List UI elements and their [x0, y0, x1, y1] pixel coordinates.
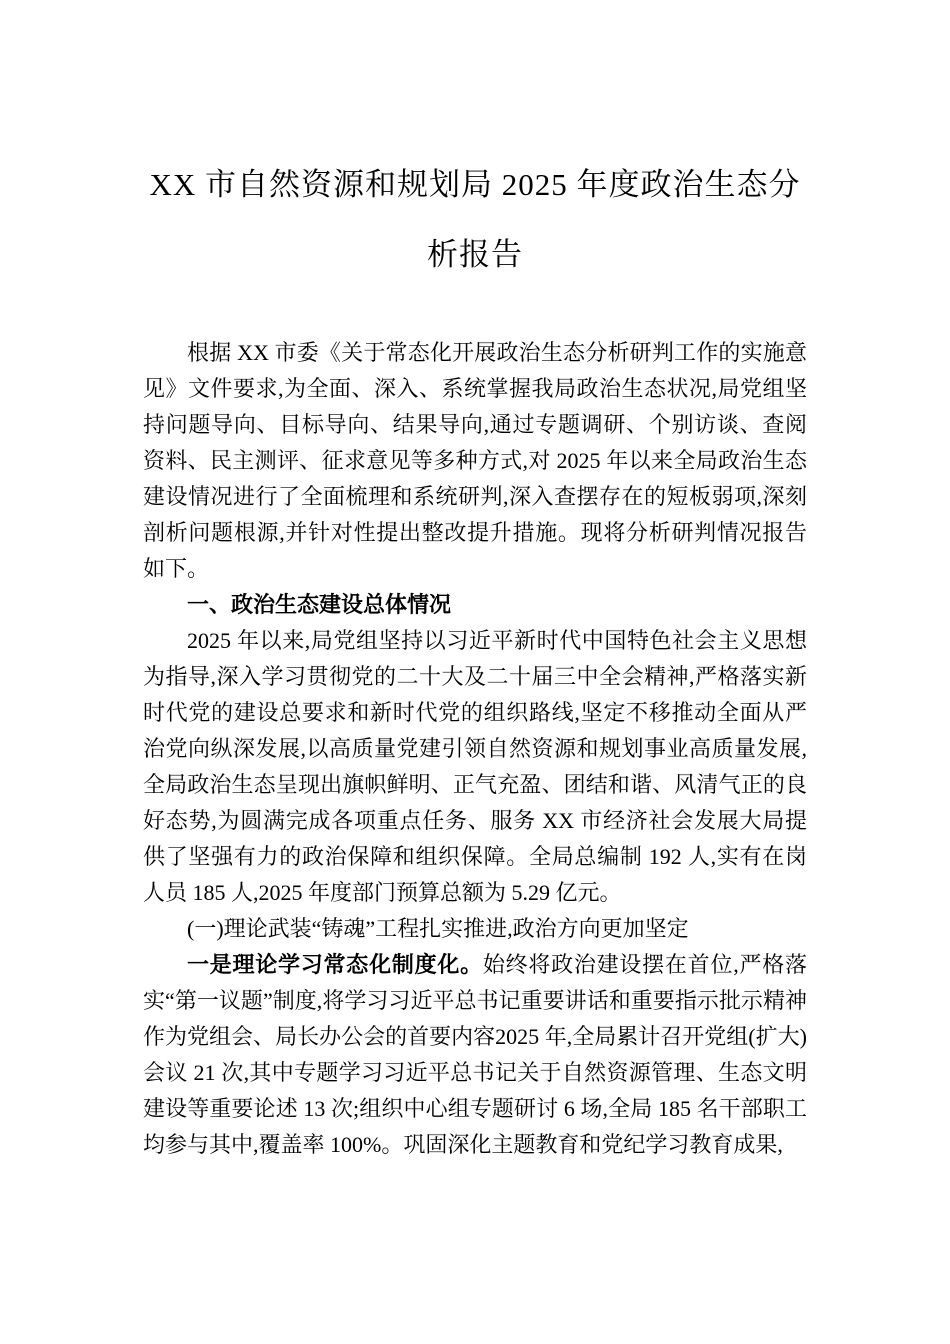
point-1-body: 始终将政治建设摆在首位,严格落实“第一议题”制度,将学习习近平总书记重要讲话和重要指示批示精神作为党组会、局长办公会的首要内容2025 年,全局累计召开党组(扩大)会议 21 次,其中专题学习习近平总书记关于自然资源管理、生态文明建设等重要论述 13 次;组织中心组专题研讨 6 场,全局 185 名干部职工均参与其中,覆盖率 100%。巩固深化主题教育和党纪学习教育成果,	[143, 952, 807, 1157]
point-1-paragraph	[143, 947, 807, 1163]
point-1-lead: 一是理论学习常态化制度化。	[187, 952, 483, 977]
intro-paragraph: 根据 XX 市委《关于常态化开展政治生态分析研判工作的实施意见》文件要求,为全面、深入、系统掌握我局政治生态状况,局党组坚持问题导向、目标导向、结果导向,通过专题调研、个别访谈、查阅资料、民主测评、征求意见等多种方式,对 2025 年以来全局政治生态建设情况进行了全面梳理和系统研判,深入查摆存在的短板弱项,深刻剖析问题根源,并针对性提出整改提升措施。现将分析研判情况报告如下。	[143, 340, 807, 581]
section-1-heading: 一、政治生态建设总体情况	[187, 592, 452, 617]
document-title: XX 市自然资源和规划局 2025 年度政治生态分析报告	[149, 167, 801, 272]
subsection-1-heading: (一)理论武装“铸魂”工程扎实推进,政治方向更加坚定	[187, 916, 689, 941]
section-1-paragraph: 2025 年以来,局党组坚持以习近平新时代中国特色社会主义思想为指导,深入学习贯彻党的二十大及二十届三中全会精神,严格落实新时代党的建设总要求和新时代党的组织路线,坚定不移推动全面从严治党向纵深发展,以高质量党建引领自然资源和规划事业高质量发展,全局政治生态呈现出旗帜鲜明、正气充盈、团结和谐、风清气正的良好态势,为圆满完成各项重点任务、服务 XX 市经济社会发展大局提供了坚强有力的政治保障和组织保障。全局总编制 192 人,实有在岗人员 185 人,2025 年度部门预算总额为 5.29 亿元。	[143, 628, 807, 905]
